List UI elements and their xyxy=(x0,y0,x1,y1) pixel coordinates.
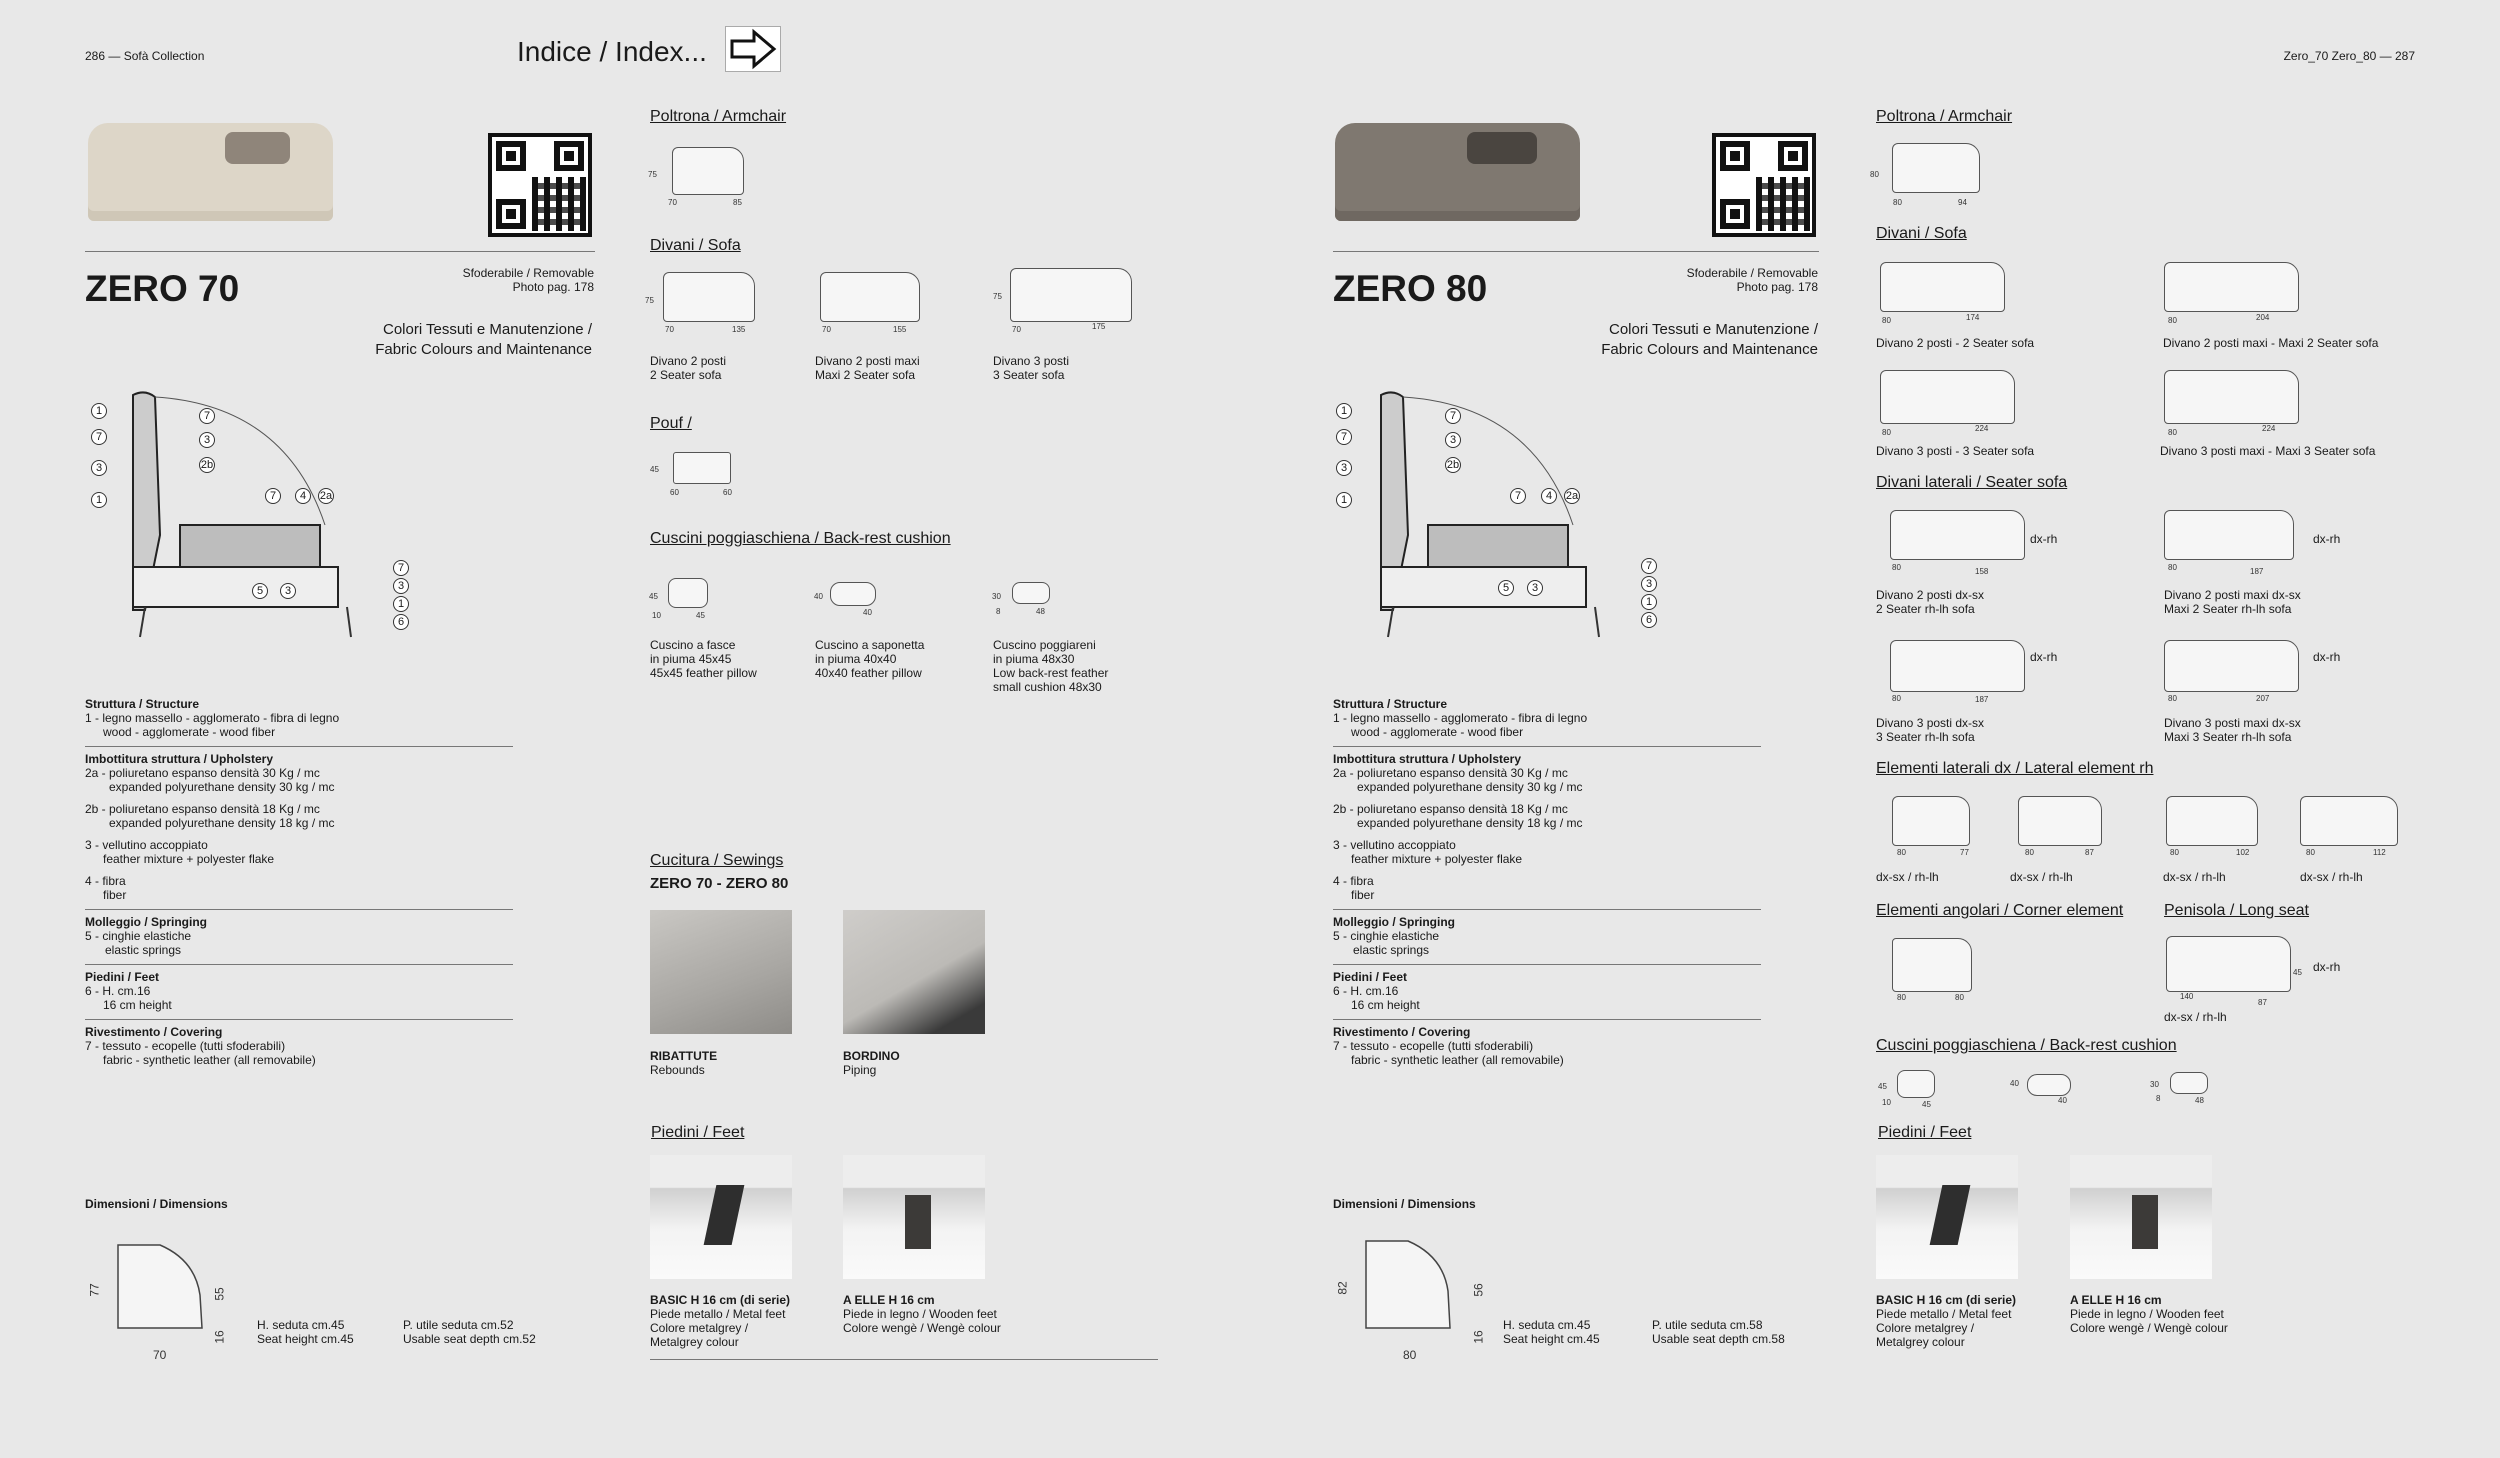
sofa-3-sketch[interactable] xyxy=(1880,370,2015,424)
callout-3b: 3 xyxy=(199,432,215,448)
lateral-element-4-label: dx-sx / rh-lh xyxy=(2300,870,2363,884)
cushion-section-title[interactable]: Cuscini poggiaschiena / Back-rest cushion xyxy=(1876,1037,2177,1054)
callout-6: 6 xyxy=(1641,612,1657,628)
removable-note: Sfoderabile / Removable Photo pag. 178 xyxy=(462,266,594,294)
basic-feet-label: BASIC H 16 cm (di serie) Piede metallo / Metal feet Colore metalgrey / Metalgrey colour xyxy=(1876,1293,2017,1349)
callout-3c: 3 xyxy=(280,583,296,599)
dim-label: 80 xyxy=(1955,993,1964,1002)
dim-label: 48 xyxy=(2195,1096,2204,1105)
dim-label: 94 xyxy=(1958,198,1967,207)
aelle-feet-photo[interactable] xyxy=(843,1155,985,1279)
dim-label: 60 xyxy=(723,488,732,497)
model-title: ZERO 70 xyxy=(85,268,240,309)
dim-label: 224 xyxy=(1975,424,1989,433)
sofa-2-maxi-sketch[interactable] xyxy=(820,272,920,322)
dim-feet: 16 xyxy=(1471,1330,1486,1344)
cushion-2-label: Cuscino a saponetta in piuma 40x40 40x40 feather pillow xyxy=(815,638,925,680)
cushion-photo xyxy=(225,132,290,164)
lateral-element-1-sketch[interactable] xyxy=(1892,796,1970,846)
pouf-sketch[interactable] xyxy=(673,452,731,484)
dim-label: 10 xyxy=(652,611,661,620)
dim-label: 45 xyxy=(2293,968,2302,977)
callout-3: 3 xyxy=(1336,460,1352,476)
armchair-section-title[interactable]: Poltrona / Armchair xyxy=(650,108,787,125)
spec-list: Struttura / Structure 1 - legno massello - agglomerato - fibra di legno wood - agglomerate - wood fiber Imbottitura struttura / Upholstery 2a - poliuretano espanso densità 30 Kg / mc expanded polyurethane density 30 kg / mc 2b - poliuretano espanso densità 18 Kg / mc expanded polyurethane density 18 kg / mc 3 - vellutino accoppiato feather mixture + polyester flake 4 - fibra fiber Molleggio / Springing 5 - cinghie elastiche elastic springs Piedini / Feet 6 - H. cm.16 16 cm height Rivestimento / Covering 7 - tessuto - ecopelle (tutti sfoderabili) fabric - synthetic leather (all removabile) xyxy=(1333,697,1761,1067)
lateral-3-label: Divano 3 posti dx-sx 3 Seater rh-lh sofa xyxy=(1876,716,1985,744)
cushion-1-sketch[interactable] xyxy=(668,578,708,608)
dx-rh-tag: dx-rh xyxy=(2030,650,2058,664)
dim-label: 135 xyxy=(732,325,746,334)
seat-depth: P. utile seduta cm.58 Usable seat depth cm.58 xyxy=(1652,1318,1785,1346)
callout-4: 4 xyxy=(1541,488,1557,504)
dim-label: 80 xyxy=(2306,848,2315,857)
dimension-sketch xyxy=(110,1240,220,1340)
dim-label: 60 xyxy=(670,488,679,497)
section-diagram xyxy=(1333,385,1673,645)
dim-label: 80 xyxy=(1897,848,1906,857)
dim-label: 80 xyxy=(1882,316,1891,325)
dim-label: 70 xyxy=(665,325,674,334)
section-diagram xyxy=(85,385,425,645)
callout-1: 1 xyxy=(91,403,107,419)
lateral-element-section-title[interactable]: Elementi laterali dx / Lateral element rh xyxy=(1876,760,2154,777)
left-folio: 286 — Sofà Collection xyxy=(85,49,205,63)
callout-7c: 7 xyxy=(265,488,281,504)
lateral-3-maxi-label: Divano 3 posti maxi dx-sx Maxi 3 Seater rh-lh sofa xyxy=(2164,716,2301,744)
dim-label: 112 xyxy=(2373,848,2386,857)
dim-height: 82 xyxy=(1335,1281,1350,1295)
callout-7c: 7 xyxy=(1510,488,1526,504)
callout-2a: 2a xyxy=(1565,490,1579,502)
piping-photo[interactable] xyxy=(843,910,985,1034)
callout-5: 5 xyxy=(252,583,268,599)
dim-label: 224 xyxy=(2262,424,2276,433)
callout-1: 1 xyxy=(1336,403,1352,419)
dim-label: 75 xyxy=(993,292,1002,301)
dim-label: 45 xyxy=(1922,1100,1931,1109)
dim-label: 80 xyxy=(2168,316,2177,325)
dim-label: 10 xyxy=(1882,1098,1891,1107)
dim-label: 70 xyxy=(668,198,677,207)
callout-7d: 7 xyxy=(393,560,409,576)
dim-label: 207 xyxy=(2256,694,2270,703)
dim-label: 155 xyxy=(893,325,907,334)
callout-3b: 3 xyxy=(1445,432,1461,448)
dim-label: 80 xyxy=(1870,170,1879,179)
fabric-link[interactable]: Colori Tessuti e Manutenzione / Fabric Colours and Maintenance xyxy=(375,321,592,358)
dim-label: 175 xyxy=(1092,322,1106,331)
dim-label: 140 xyxy=(2180,992,2194,1001)
lateral-3-sketch[interactable] xyxy=(1890,640,2025,692)
cushion-3-sketch[interactable] xyxy=(2170,1072,2208,1094)
dim-label: 80 xyxy=(1892,563,1901,572)
cushion-2-sketch[interactable] xyxy=(830,582,876,606)
sofa-2-label: Divano 2 posti - 2 Seater sofa xyxy=(1876,336,2035,350)
sofa-3-maxi-sketch[interactable] xyxy=(2164,370,2299,424)
dim-label: 45 xyxy=(1878,1082,1887,1091)
spec-list: Struttura / Structure 1 - legno massello - agglomerato - fibra di legno wood - agglomerate - wood fiber Imbottitura struttura / Upholstery 2a - poliuretano espanso densità 30 Kg / mc expanded polyurethane density 30 kg / mc 2b - poliuretano espanso densità 18 Kg / mc expanded polyurethane density 18 kg / mc 3 - vellutino accoppiato feather mixture + polyester flake 4 - fibra fiber Molleggio / Springing 5 - cinghie elastiche elastic springs Piedini / Feet 6 - H. cm.16 16 cm height Rivestimento / Covering 7 - tessuto - ecopelle (tutti sfoderabili) fabric - synthetic leather (all removabile) xyxy=(85,697,513,1067)
callout-3d: 3 xyxy=(393,578,409,594)
basic-feet-photo[interactable] xyxy=(650,1155,792,1279)
dim-label: 40 xyxy=(2058,1096,2067,1105)
dx-rh-tag: dx-rh xyxy=(2313,650,2341,664)
sofa-3-sketch[interactable] xyxy=(1010,268,1132,322)
aelle-feet-photo[interactable] xyxy=(2070,1155,2212,1279)
armchair-section-title[interactable]: Poltrona / Armchair xyxy=(1876,108,2013,125)
sofa-3-label: Divano 3 posti - 3 Seater sofa xyxy=(1876,444,2035,458)
sofa-3-label: Divano 3 posti 3 Seater sofa xyxy=(993,354,1070,382)
sofa-section-title[interactable]: Divani / Sofa xyxy=(1876,225,1967,242)
cushion-3-sketch[interactable] xyxy=(1012,582,1050,604)
basic-feet-label: BASIC H 16 cm (di serie) Piede metallo / Metal feet Colore metalgrey / Metalgrey colour xyxy=(650,1293,791,1349)
seat-height: H. seduta cm.45 Seat height cm.45 xyxy=(1503,1318,1600,1346)
dim-width: 80 xyxy=(1403,1348,1417,1362)
callout-6: 6 xyxy=(393,614,409,630)
dim-label: 75 xyxy=(645,296,654,305)
dim-label: 77 xyxy=(1960,848,1969,857)
dim-label: 174 xyxy=(1966,313,1980,322)
dim-label: 40 xyxy=(863,608,872,617)
sofa-2-maxi-label: Divano 2 posti maxi - Maxi 2 Seater sofa xyxy=(2163,336,2379,350)
dim-label: 40 xyxy=(814,592,823,601)
callout-1c: 1 xyxy=(393,596,409,612)
armchair-sketch[interactable] xyxy=(1892,143,1980,193)
dim-height: 77 xyxy=(87,1283,102,1297)
dim-label: 75 xyxy=(648,170,657,179)
sofa-2-maxi-label: Divano 2 posti maxi Maxi 2 Seater sofa xyxy=(815,354,920,382)
callout-3: 3 xyxy=(91,460,107,476)
lateral-2-maxi-sketch[interactable] xyxy=(2164,510,2294,560)
dim-label: 70 xyxy=(822,325,831,334)
dim-label: 40 xyxy=(2010,1079,2019,1088)
cushion-photo xyxy=(1467,132,1537,164)
sewing-models: ZERO 70 - ZERO 80 xyxy=(650,875,789,892)
corner-element-sketch[interactable] xyxy=(1892,938,1972,992)
lateral-element-1-label: dx-sx / rh-lh xyxy=(1876,870,1939,884)
dx-rh-tag: dx-rh xyxy=(2030,532,2058,546)
dim-label: 80 xyxy=(1882,428,1891,437)
callout-7b: 7 xyxy=(199,408,215,424)
lateral-2-maxi-label: Divano 2 posti maxi dx-sx Maxi 2 Seater rh-lh sofa xyxy=(2164,588,2301,616)
divider xyxy=(1333,251,1819,252)
qr-code-icon[interactable] xyxy=(1712,133,1816,237)
long-seat-section-title[interactable]: Penisola / Long seat xyxy=(2164,902,2309,919)
sofa-2-label: Divano 2 posti 2 Seater sofa xyxy=(650,354,727,382)
dim-label: 80 xyxy=(2170,848,2179,857)
sofa-2-maxi-sketch[interactable] xyxy=(2164,262,2299,312)
rebounds-label: RIBATTUTE Rebounds xyxy=(650,1049,718,1077)
dim-label: 30 xyxy=(992,592,1001,601)
zero80-sofa-photo xyxy=(1335,123,1580,221)
right-folio: Zero_70 Zero_80 — 287 xyxy=(2283,49,2415,63)
lateral-2-sketch[interactable] xyxy=(1890,510,2025,560)
corner-section-title[interactable]: Elementi angolari / Corner element xyxy=(1876,902,2124,919)
lateral-element-2-sketch[interactable] xyxy=(2018,796,2102,846)
cushion-section-title[interactable]: Cuscini poggiaschiena / Back-rest cushion xyxy=(650,530,951,547)
callout-3d: 3 xyxy=(1641,576,1657,592)
lateral-element-4-sketch[interactable] xyxy=(2300,796,2398,846)
lateral-element-3-label: dx-sx / rh-lh xyxy=(2163,870,2226,884)
callout-5: 5 xyxy=(1498,580,1514,596)
sofa-2-sketch[interactable] xyxy=(663,272,755,322)
dim-label: 187 xyxy=(1975,695,1989,704)
dim-label: 45 xyxy=(650,465,659,474)
dim-label: 80 xyxy=(2168,563,2177,572)
callout-2a: 2a xyxy=(319,490,333,502)
dimensions-title: Dimensioni / Dimensions xyxy=(85,1197,228,1211)
lateral-2-label: Divano 2 posti dx-sx 2 Seater rh-lh sofa xyxy=(1876,588,1985,616)
pouf-section-title[interactable]: Pouf / xyxy=(650,415,692,432)
model-title: ZERO 80 xyxy=(1333,268,1488,309)
dim-label: 80 xyxy=(2168,694,2177,703)
long-seat-label: dx-sx / rh-lh xyxy=(2164,1010,2227,1024)
dim-feet: 16 xyxy=(212,1330,227,1344)
qr-code-icon[interactable] xyxy=(488,133,592,237)
feet-section-title[interactable]: Piedini / Feet xyxy=(1878,1124,1972,1141)
callout-7: 7 xyxy=(1336,429,1352,445)
dim-label: 80 xyxy=(1893,198,1902,207)
dim-label: 30 xyxy=(2150,1080,2159,1089)
callout-4: 4 xyxy=(295,488,311,504)
lateral-element-3-sketch[interactable] xyxy=(2166,796,2258,846)
dim-label: 45 xyxy=(696,611,705,620)
dim-label: 87 xyxy=(2085,848,2094,857)
callout-1c: 1 xyxy=(1641,594,1657,610)
dx-rh-tag: dx-rh xyxy=(2313,532,2341,546)
callout-3c: 3 xyxy=(1527,580,1543,596)
cushion-1-sketch[interactable] xyxy=(1897,1070,1935,1098)
long-seat-sketch[interactable] xyxy=(2166,936,2291,992)
callout-7d: 7 xyxy=(1641,558,1657,574)
dim-seat: 55 xyxy=(212,1287,227,1301)
dimensions-title: Dimensioni / Dimensions xyxy=(1333,1197,1476,1211)
seat-depth: P. utile seduta cm.52 Usable seat depth cm.52 xyxy=(403,1318,536,1346)
dim-label: 45 xyxy=(649,592,658,601)
dim-label: 85 xyxy=(733,198,742,207)
dim-label: 158 xyxy=(1975,567,1989,576)
callout-7: 7 xyxy=(91,429,107,445)
aelle-feet-label: A ELLE H 16 cm Piede in legno / Wooden feet Colore wengè / Wengè colour xyxy=(843,1293,1001,1335)
removable-note: Sfoderabile / Removable Photo pag. 178 xyxy=(1686,266,1818,294)
cushion-2-sketch[interactable] xyxy=(2027,1074,2071,1096)
lateral-3-maxi-sketch[interactable] xyxy=(2164,640,2299,692)
dx-rh-tag: dx-rh xyxy=(2313,960,2341,974)
dim-width: 70 xyxy=(153,1348,167,1362)
lateral-section-title[interactable]: Divani laterali / Seater sofa xyxy=(1876,474,2068,491)
dim-label: 80 xyxy=(2025,848,2034,857)
index-title[interactable]: Indice / Index... xyxy=(517,36,707,67)
dim-label: 102 xyxy=(2236,848,2250,857)
armchair-sketch[interactable] xyxy=(672,147,744,195)
dimension-sketch xyxy=(1358,1236,1468,1340)
callout-7b: 7 xyxy=(1445,408,1461,424)
dim-label: 8 xyxy=(996,607,1001,616)
sofa-2-sketch[interactable] xyxy=(1880,262,2005,312)
dim-label: 80 xyxy=(1892,694,1901,703)
seat-height: H. seduta cm.45 Seat height cm.45 xyxy=(257,1318,354,1346)
dim-label: 80 xyxy=(1897,993,1906,1002)
dim-seat: 56 xyxy=(1471,1283,1486,1297)
dim-label: 70 xyxy=(1012,325,1021,334)
lateral-element-2-label: dx-sx / rh-lh xyxy=(2010,870,2073,884)
fabric-link[interactable]: Colori Tessuti e Manutenzione / Fabric Colours and Maintenance xyxy=(1601,321,1818,358)
callout-1b: 1 xyxy=(91,492,107,508)
dim-label: 80 xyxy=(2168,428,2177,437)
rebounds-photo[interactable] xyxy=(650,910,792,1034)
callout-1b: 1 xyxy=(1336,492,1352,508)
dim-label: 204 xyxy=(2256,313,2270,322)
dim-label: 8 xyxy=(2156,1094,2161,1103)
sofa-3-maxi-label: Divano 3 posti maxi - Maxi 3 Seater sofa xyxy=(2160,444,2376,458)
dim-label: 48 xyxy=(1036,607,1045,616)
basic-feet-photo[interactable] xyxy=(1876,1155,2018,1279)
cushion-1-label: Cuscino a fasce in piuma 45x45 45x45 feather pillow xyxy=(650,638,757,680)
piping-label: BORDINO Piping xyxy=(843,1049,900,1077)
feet-section-title[interactable]: Piedini / Feet xyxy=(651,1124,745,1141)
dim-label: 87 xyxy=(2258,998,2267,1007)
callout-2b: 2b xyxy=(200,459,214,471)
dim-label: 187 xyxy=(2250,567,2264,576)
index-arrow-icon[interactable] xyxy=(725,26,781,72)
cushion-3-label: Cuscino poggiareni in piuma 48x30 Low back-rest feather small cushion 48x30 xyxy=(993,638,1109,694)
sewing-section-title[interactable]: Cucitura / Sewings xyxy=(650,852,784,869)
aelle-feet-label: A ELLE H 16 cm Piede in legno / Wooden feet Colore wengè / Wengè colour xyxy=(2070,1293,2228,1335)
sofa-section-title[interactable]: Divani / Sofa xyxy=(650,237,741,254)
zero70-sofa-photo xyxy=(88,123,333,221)
divider xyxy=(85,251,595,252)
callout-2b: 2b xyxy=(1446,459,1460,471)
divider xyxy=(650,1359,1158,1360)
